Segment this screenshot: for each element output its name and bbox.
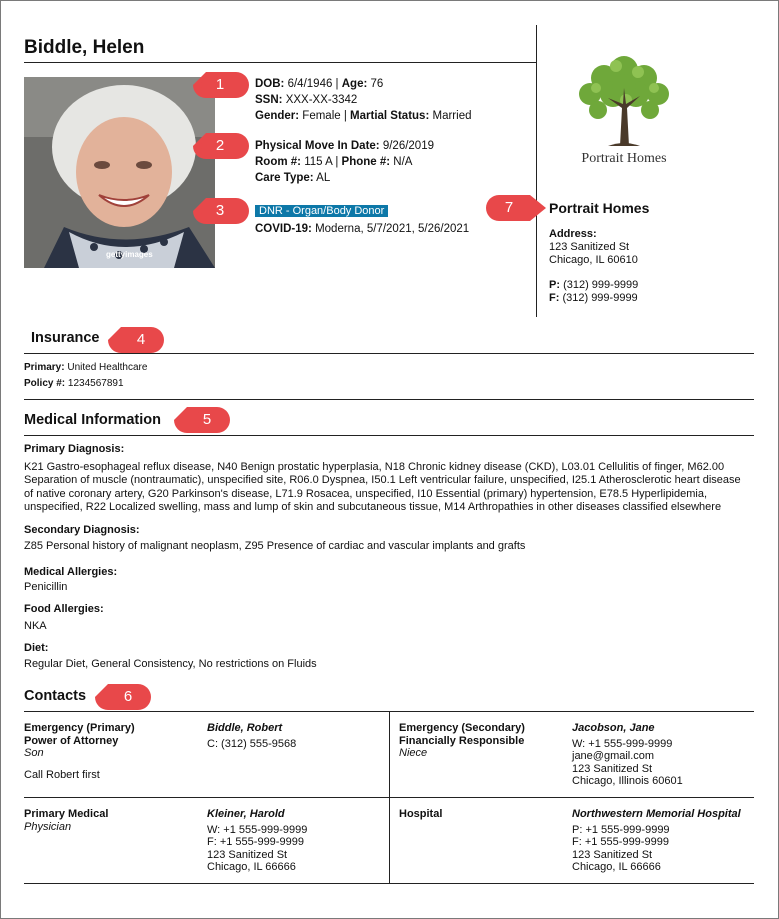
contacts-title: Contacts <box>24 688 87 704</box>
contact-1-info: Biddle, Robert C: (312) 555-9568 <box>207 722 297 750</box>
insurance-policy: 1234567891 <box>67 378 124 389</box>
care-type-value: AL <box>316 172 331 184</box>
gender-value: Female <box>302 110 341 122</box>
insurance-details: Primary: United Healthcare Policy #: 1234567891 <box>24 362 148 389</box>
insurance-primary: United Healthcare <box>67 362 148 373</box>
resident-photo <box>24 77 215 268</box>
header-divider <box>24 62 536 63</box>
marker-1: 1 <box>193 72 249 98</box>
medical-allergies: Penicillin <box>24 581 68 593</box>
medical-divider <box>24 435 754 436</box>
ssn-value: XXX-XX-3342 <box>285 94 358 106</box>
facility-fax: (312) 999-9999 <box>562 292 638 304</box>
facility-address: Address: 123 Sanitized St Chicago, IL 60610 P: (312) 999-9999 F: (312) 999-9999 <box>549 228 639 304</box>
move-in-value: 9/26/2019 <box>382 140 434 152</box>
room-value: 115 A <box>304 156 333 168</box>
medical-details: Primary Diagnosis: K21 Gastro-esophageal reflux disease, N40 Benign prostatic hyperplasia, N18 Chronic kidney disease (CKD), L03.01 Cellulitis of finger, M62.00 Separation of muscle (nontraumatic), unspecified site, R06.0 Dyspnea, I50.1 Left ventricular failure, unspecified, I25.1 Atherosclerotic heart disease of native coronary artery, G20 Parkinson's disease, L71.9 Rosacea, unspecified, I10 Essential (primary) hypertension, E78.5 Hyperlipidemia, unspecified, R22 Localized swelling, mass and lump of skin and subcutaneous tissue, M14 Arthropathies in other diseases classified elsewhere Secondary Diagnosis: Z85 Personal history of malignant neoplasm, Z95 Presence of cardiac and vascular implants and grafts Medical Allergies: Penicillin Food Allergies: NKA Diet: Regular Diet, General Consistency, No restrictions on Fluids <box>24 443 744 672</box>
primary-diagnosis: K21 Gastro-esophageal reflux disease, N40 Benign prostatic hyperplasia, N18 Chronic kidney disease (CKD), L03.01 Cellulitis of finger, M62.00 Separation of muscle (nontraumatic), unspecified site, R06.0 Dyspnea, I50.1 Left ventricular failure, unspecified, I25.1 Atherosclerotic heart disease of native coronary artery, G20 Parkinson's disease, L71.9 Rosacea, unspecified, I10 Essential (primary) hypertension, E78.5 Hyperlipidemia, unspecified, R22 Localized swelling, mass and lump of skin and subcutaneous tissue, M14 Arthropathies in other diseases classified elsewhere <box>24 460 741 513</box>
resident-medical-status: DNR - Organ/Body Donor COVID-19: Moderna, 5/7/2021, 5/26/2021 <box>255 205 470 235</box>
medical-title: Medical Information <box>24 412 161 428</box>
contact-4-role: Hospital <box>399 808 443 820</box>
marker-3: 3 <box>193 198 249 224</box>
tree-icon <box>568 48 680 148</box>
marker-4: 4 <box>108 327 164 353</box>
resident-name: Biddle, Helen <box>24 37 145 58</box>
contact-4-info: Northwestern Memorial Hospital P: +1 555-999-9999 F: +1 555-999-9999 123 Sanitized St Chicago, IL 66666 <box>572 808 741 873</box>
phone-value: N/A <box>393 156 413 168</box>
dob-value: 6/4/1946 <box>287 78 333 90</box>
contact-1-role: Emergency (Primary) Power of Attorney Son Call Robert first <box>24 722 135 781</box>
resident-demographics: DOB: 6/4/1946 | Age: 76 SSN: XXX-XX-3342 Gender: Female | Martial Status: Married <box>255 78 472 122</box>
contact-2-info: Jacobson, Jane W: +1 555-999-9999 jane@gmail.com 123 Sanitized St Chicago, Illinois 60601 <box>572 722 683 787</box>
insurance-bottom-divider <box>24 399 754 400</box>
facility-name: Portrait Homes <box>549 200 650 216</box>
covid-value: Moderna, 5/7/2021, 5/26/2021 <box>315 223 470 235</box>
contact-3-info: Kleiner, Harold W: +1 555-999-9999 F: +1 555-999-9999 123 Sanitized St Chicago, IL 66666 <box>207 808 308 873</box>
insurance-divider <box>24 353 754 354</box>
contact-3-role: Primary Medical Physician <box>24 808 109 833</box>
diet: Regular Diet, General Consistency, No restrictions on Fluids <box>24 658 317 670</box>
marker-2: 2 <box>193 133 249 159</box>
facility-phone: (312) 999-9999 <box>563 279 639 291</box>
contacts-bottom-divider <box>24 883 754 884</box>
contacts-column-divider <box>389 711 390 883</box>
marker-5: 5 <box>174 407 230 433</box>
resident-residency: Physical Move In Date: 9/26/2019 Room #: 115 A | Phone #: N/A Care Type: AL <box>255 140 434 184</box>
age-value: 76 <box>370 78 384 90</box>
insurance-title: Insurance <box>31 330 100 346</box>
facility-logo-text: Portrait Homes <box>581 151 667 166</box>
dnr-badge: DNR - Organ/Body Donor <box>255 205 388 217</box>
facility-logo <box>568 48 680 168</box>
marker-6: 6 <box>95 684 151 710</box>
contact-2-role: Emergency (Secondary) Financially Responsible Niece <box>399 722 525 759</box>
marker-7: 7 <box>486 195 546 221</box>
food-allergies: NKA <box>24 620 47 632</box>
photo-watermark: gettyimages <box>106 250 153 259</box>
column-divider <box>536 25 537 317</box>
marital-value: Married <box>432 110 472 122</box>
secondary-diagnosis: Z85 Personal history of malignant neoplasm, Z95 Presence of cardiac and vascular implants and grafts <box>24 540 526 552</box>
